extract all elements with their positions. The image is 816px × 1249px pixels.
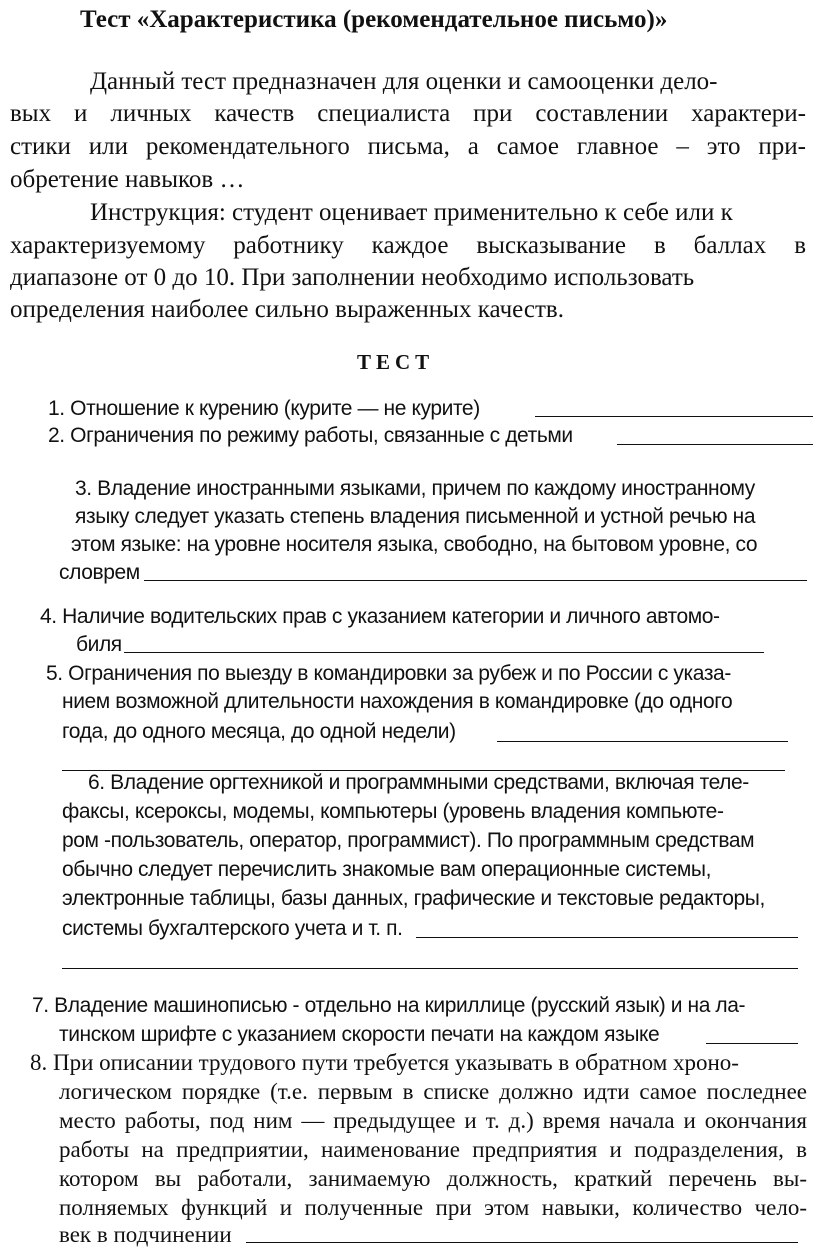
question-3-line: 3. Владение иностранными языками, причем по каждому иностранному: [75, 477, 755, 500]
question-2: 2. Ограничения по режиму работы, связанные с детьми: [48, 424, 573, 447]
question-6-line: обычно следует перечислить знакомые вам операционные системы,: [62, 858, 712, 881]
question-4-line: 4. Наличие водительских прав с указанием категории и личного автомо-: [40, 605, 720, 628]
intro-line: вых и личных качеств специалиста при составлении характери-: [10, 100, 806, 127]
answer-line-6b[interactable]: [62, 968, 798, 969]
answer-line-5[interactable]: [497, 741, 788, 742]
question-5-line: нием возможной длительности нахождения в командировке (до одного: [62, 690, 733, 713]
intro-line: обретение навыков …: [10, 166, 245, 193]
intro-line: стики или рекомендательного письма, а самое главное – это при-: [10, 133, 806, 160]
section-heading: ТЕСТ: [357, 350, 435, 374]
document-title: Тест «Характеристика (рекомендательное письмо)»: [80, 6, 668, 33]
question-3-line: этом языке: на уровне носителя языка, свободно, на бытовом уровне, со: [71, 533, 758, 556]
question-8-line: 8. При описании трудового пути требуется указывать в обратном хроно-: [30, 1050, 739, 1075]
answer-line-3[interactable]: [144, 580, 807, 581]
answer-line-4[interactable]: [124, 652, 764, 653]
answer-line-8[interactable]: [246, 1242, 798, 1243]
question-6-line: 6. Владение оргтехникой и программными средствами, включая теле-: [88, 771, 749, 794]
question-6-line: системы бухгалтерского учета и т. п.: [62, 917, 403, 940]
answer-line-6[interactable]: [416, 937, 798, 938]
question-6-line: ром -пользователь, оператор, программист). По программным средствам: [62, 829, 755, 852]
question-8-line: работы на предприятии, наименование предприятия и подразделения, в: [59, 1137, 807, 1162]
question-8-line: логическом порядке (т.е. первым в списке должно идти самое последнее: [59, 1079, 807, 1104]
question-4-line: биля: [76, 633, 122, 656]
question-6-line: электронные таблицы, базы данных, графические и текстовые редакторы,: [62, 887, 765, 910]
question-7-line: тинском шрифте с указанием скорости печати на каждом языке: [59, 1023, 660, 1046]
instruction-line: Инструкция: студент оценивает применительно к себе или к: [90, 199, 733, 226]
answer-line-7[interactable]: [706, 1043, 798, 1044]
answer-line-2[interactable]: [617, 444, 813, 445]
answer-line-1[interactable]: [535, 416, 813, 417]
question-3-line: языку следует указать степень владения письменной и устной речью на: [75, 505, 756, 528]
question-6-line: факсы, ксероксы, модемы, компьютеры (уровень владения компьюте-: [62, 800, 724, 823]
question-8-line: котором вы работали, занимаемую должность, краткий перечень вы-: [59, 1166, 807, 1191]
instruction-line: определения наиболее сильно выраженных качеств.: [10, 296, 564, 323]
instruction-line: характеризуемому работнику каждое высказывание в баллах в: [10, 232, 806, 259]
question-5-line: года, до одного месяца, до одной недели): [62, 720, 456, 743]
question-3-line: словрем: [59, 561, 140, 584]
question-1: 1. Отношение к курению (курите — не курите): [48, 397, 480, 420]
question-8-line: полняемых функций и полученные при этом навыки, количество чело-: [59, 1195, 807, 1220]
question-5-line: 5. Ограничения по выезду в командировки за рубеж и по России с указа-: [46, 662, 731, 685]
question-7-line: 7. Владение машинописью - отдельно на кириллице (русский язык) и на ла-: [32, 994, 746, 1017]
instruction-line: диапазоне от 0 до 10. При заполнении необходимо использовать: [10, 264, 695, 291]
question-8-line: век в подчинении: [59, 1222, 232, 1247]
intro-line: Данный тест предназначен для оценки и самооценки дело-: [90, 68, 718, 95]
question-8-line: место работы, под ним — предыдущее и т. д.) время начала и окончания: [59, 1108, 807, 1133]
